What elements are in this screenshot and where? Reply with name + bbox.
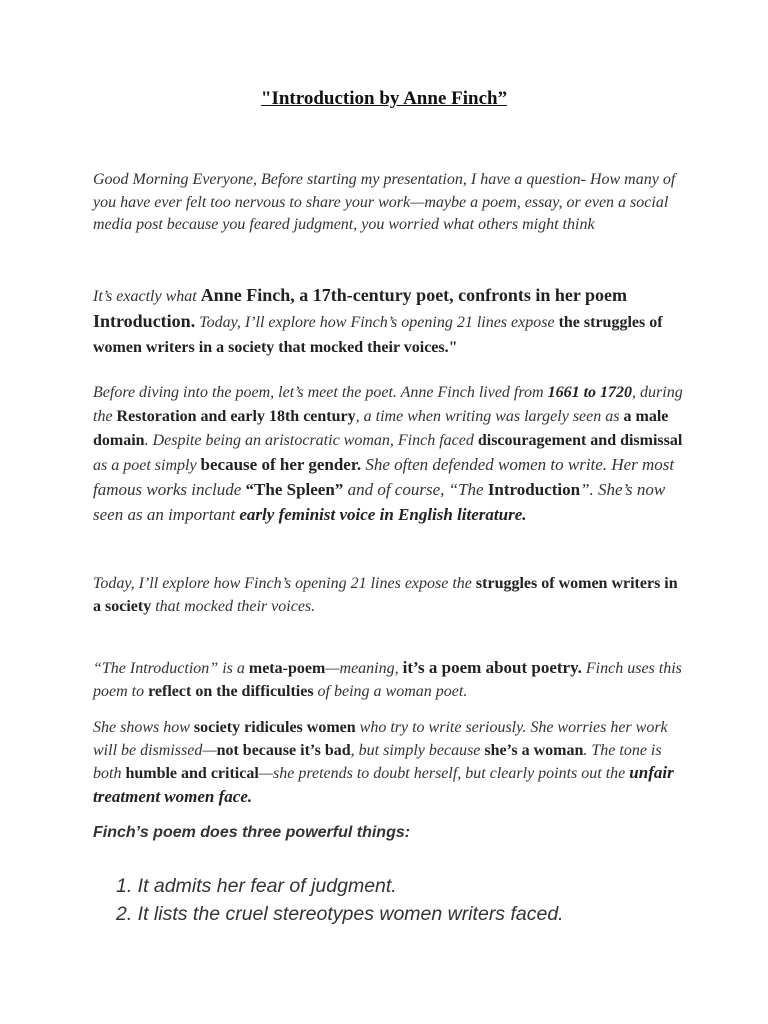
emphasis-text: 1661 to 1720 [547,384,633,401]
paragraph-text: She often defended women to write. Her most famous works include [93,455,675,499]
paragraph-text: She shows how [93,719,194,736]
numbered-list [116,872,564,928]
paragraph-thesis-repeat [93,573,683,618]
section-heading: Finch’s poem does three powerful things: [93,824,411,841]
paragraph-text: Good Morning Everyone, Before starting my presentation, I have a question- How many of you have ever felt too nervous to share your work—maybe a poem, essay, or even a social media post because you feared judgment, you worried what others might think [93,171,676,233]
emphasis-text: reflect on the difficulties [148,682,314,700]
emphasis-text: early feminist voice in English literature. [239,505,527,524]
paragraph-text: who try to write seriously. She worries her work will be dismissed— [93,719,668,759]
paragraph-text: as a poet simply [93,457,201,474]
emphasis-text: a male domain [93,408,669,449]
emphasis-text: she’s a woman [484,741,584,759]
paragraph-opening [93,169,683,237]
paragraph-text: of being a woman poet. [313,682,468,700]
paragraph-text: Before diving into the poem, let’s meet the poet. Anne Finch lived from [93,384,548,401]
paragraph-text: ”. She’s now seen as an important [93,480,666,524]
paragraph-meta-poem [93,657,683,703]
paragraph-thesis [93,283,683,360]
paragraph-text: , but simply because [350,741,485,759]
paragraph-text: . Despite being an aristocratic woman, Finch faced [144,432,478,449]
emphasis-text: “The Spleen” [245,480,344,499]
paragraph-text: that mocked their voices. [151,597,316,615]
paragraph-text: —meaning, [325,660,403,677]
emphasis-text: humble and critical [125,765,259,782]
paragraph-text: Today, I’ll explore how Finch’s opening 21 lines expose [195,314,559,331]
paragraph-text: Finch uses this poem to [93,660,682,700]
document-title: "Introduction by Anne Finch” [260,88,508,109]
emphasis-text: not because it’s bad [216,741,351,759]
emphasis-text: society ridicules women [193,719,356,736]
emphasis-text: meta-poem [248,660,326,677]
emphasis-text: because of her gender. [200,455,362,474]
paragraph-text: It’s exactly what [93,288,201,305]
paragraph-biography [93,381,683,528]
emphasis-text: Anne Finch, a 17th-century poet, confronts in her poem Introduction. [93,285,628,331]
paragraph-text: and of course, “The [343,480,488,499]
emphasis-text: struggles of women writers in a society [93,575,678,615]
emphasis-text: Introduction [487,480,581,499]
list-item: 2. It lists the cruel stereotypes women writers faced. [116,903,564,925]
paragraph-society [93,717,683,809]
list-item: 1. It admits her fear of judgment. [116,875,397,897]
paragraph-text: . The tone is both [93,741,662,782]
paragraph-text: Today, I’ll explore how Finch’s opening 21 lines expose the [93,575,476,592]
emphasis-text: the struggles of women writers in a society that mocked their voices." [93,314,663,356]
emphasis-text: it’s a poem about poetry. [402,658,582,677]
emphasis-text: discouragement and dismissal [477,432,683,449]
paragraph-text: , during the [93,384,683,425]
paragraph-text: —she pretends to doubt herself, but clearly points out the [258,765,630,782]
emphasis-text: unfair treatment women face. [93,763,674,806]
paragraph-text: , a time when writing was largely seen as [355,408,624,425]
emphasis-text: Restoration and early 18th century [116,408,356,425]
paragraph-text: “The Introduction” is a [93,660,249,677]
